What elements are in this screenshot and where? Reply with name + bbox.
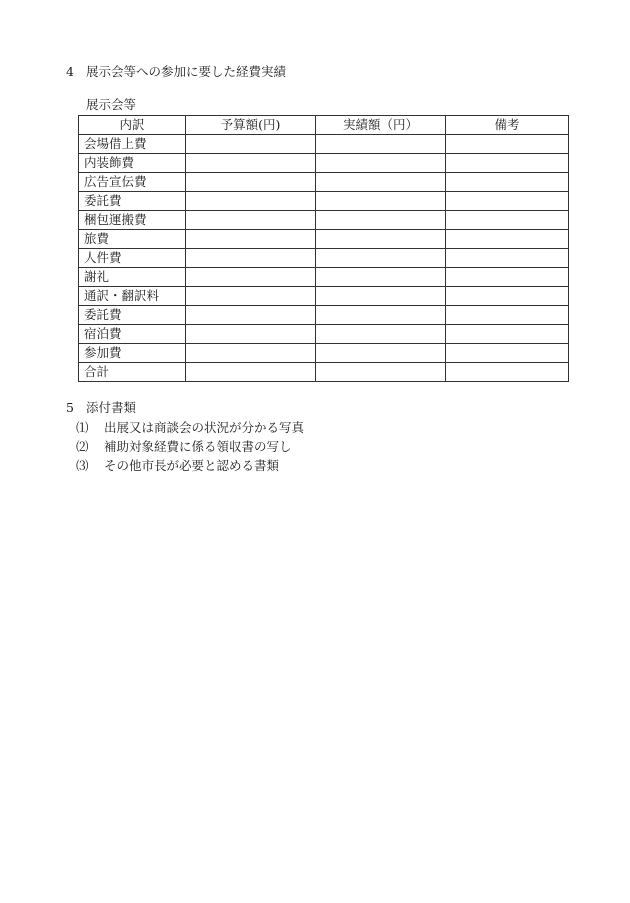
remarks-cell[interactable] xyxy=(446,230,569,249)
section-4-title: 展示会等への参加に要した経費実績 xyxy=(86,64,287,79)
table-total-row xyxy=(79,363,569,382)
remarks-cell[interactable] xyxy=(446,287,569,306)
row-item-label: 委託費 xyxy=(79,306,186,325)
list-item xyxy=(76,418,304,437)
header-remarks: 備考 xyxy=(446,116,569,135)
expense-table xyxy=(78,115,569,382)
remarks-cell[interactable] xyxy=(446,211,569,230)
list-item-text: 補助対象経費に係る領収書の写し xyxy=(104,439,292,454)
budget-cell[interactable] xyxy=(186,306,316,325)
list-marker: ⑴ xyxy=(76,420,89,435)
row-item-label: 広告宣伝費 xyxy=(79,173,186,192)
remarks-total-cell[interactable] xyxy=(446,363,569,382)
remarks-cell[interactable] xyxy=(446,135,569,154)
remarks-cell[interactable] xyxy=(446,154,569,173)
table-row xyxy=(79,344,569,363)
actual-cell[interactable] xyxy=(316,211,446,230)
remarks-cell[interactable] xyxy=(446,325,569,344)
row-item-label: 合計 xyxy=(79,363,186,382)
actual-total-cell[interactable] xyxy=(316,363,446,382)
row-item-label: 通訳・翻訳料 xyxy=(79,287,186,306)
table-caption: 展示会等 xyxy=(86,97,137,112)
budget-cell[interactable] xyxy=(186,287,316,306)
remarks-cell[interactable] xyxy=(446,268,569,287)
list-marker: ⑵ xyxy=(76,439,89,454)
row-item-label: 梱包運搬費 xyxy=(79,211,186,230)
row-item-label: 参加費 xyxy=(79,344,186,363)
list-item xyxy=(76,456,304,475)
budget-cell[interactable] xyxy=(186,135,316,154)
list-marker: ⑶ xyxy=(76,458,89,473)
table-row xyxy=(79,230,569,249)
remarks-cell[interactable] xyxy=(446,249,569,268)
table-row xyxy=(79,173,569,192)
budget-total-cell[interactable] xyxy=(186,363,316,382)
remarks-cell[interactable] xyxy=(446,192,569,211)
actual-cell[interactable] xyxy=(316,325,446,344)
table-row xyxy=(79,154,569,173)
actual-cell[interactable] xyxy=(316,135,446,154)
budget-cell[interactable] xyxy=(186,325,316,344)
actual-cell[interactable] xyxy=(316,173,446,192)
actual-cell[interactable] xyxy=(316,192,446,211)
table-header-row xyxy=(79,116,569,135)
remarks-cell[interactable] xyxy=(446,306,569,325)
header-actual: 実績額（円） xyxy=(316,116,446,135)
row-item-label: 宿泊費 xyxy=(79,325,186,344)
attachment-list xyxy=(76,418,304,475)
section-4-heading xyxy=(66,64,286,80)
row-item-label: 会場借上費 xyxy=(79,135,186,154)
table-row xyxy=(79,306,569,325)
actual-cell[interactable] xyxy=(316,154,446,173)
row-item-label: 内装飾費 xyxy=(79,154,186,173)
budget-cell[interactable] xyxy=(186,268,316,287)
actual-cell[interactable] xyxy=(316,287,446,306)
row-item-label: 謝礼 xyxy=(79,268,186,287)
table-row xyxy=(79,268,569,287)
budget-cell[interactable] xyxy=(186,230,316,249)
section-5-number: 5 xyxy=(66,400,74,415)
header-budget: 予算額(円) xyxy=(186,116,316,135)
budget-cell[interactable] xyxy=(186,192,316,211)
table-row xyxy=(79,325,569,344)
budget-cell[interactable] xyxy=(186,344,316,363)
section-5-title: 添付書類 xyxy=(86,400,137,415)
table-row xyxy=(79,287,569,306)
budget-cell[interactable] xyxy=(186,211,316,230)
actual-cell[interactable] xyxy=(316,306,446,325)
actual-cell[interactable] xyxy=(316,230,446,249)
list-item-text: 出展又は商談会の状況が分かる写真 xyxy=(104,420,305,435)
table-row xyxy=(79,192,569,211)
table-row xyxy=(79,135,569,154)
actual-cell[interactable] xyxy=(316,344,446,363)
row-item-label: 人件費 xyxy=(79,249,186,268)
section-4-number: 4 xyxy=(66,64,74,79)
remarks-cell[interactable] xyxy=(446,344,569,363)
row-item-label: 委託費 xyxy=(79,192,186,211)
actual-cell[interactable] xyxy=(316,249,446,268)
remarks-cell[interactable] xyxy=(446,173,569,192)
budget-cell[interactable] xyxy=(186,154,316,173)
list-item xyxy=(76,437,304,456)
actual-cell[interactable] xyxy=(316,268,446,287)
header-breakdown: 内訳 xyxy=(79,116,186,135)
section-5-heading xyxy=(66,400,136,416)
table-row xyxy=(79,211,569,230)
budget-cell[interactable] xyxy=(186,249,316,268)
table-row xyxy=(79,249,569,268)
budget-cell[interactable] xyxy=(186,173,316,192)
list-item-text: その他市長が必要と認める書類 xyxy=(104,458,280,473)
row-item-label: 旅費 xyxy=(79,230,186,249)
